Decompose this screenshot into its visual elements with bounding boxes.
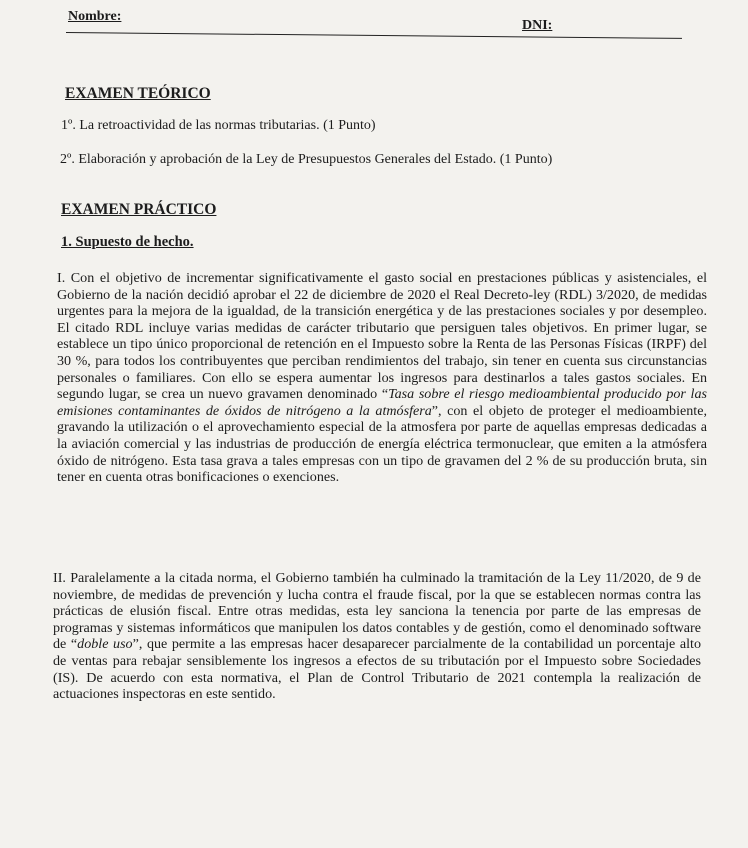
paragraph-2-text-b: ”, que permite a las empresas hacer desaparecer parcialmente de la contabilidad un porcentaje alto de ventas para rebajar sensiblemente los ingresos a efectos de su tributación por el Impuesto sobre Sociedades (IS). De acuerdo con esta normativa, el Plan de Control Tributario de 2021 contempla la realización de actuaciones inspectoras en este sentido. [53, 636, 701, 703]
paragraph-1-text-a: I. Con el objetivo de incrementar significativamente el gasto social en prestaciones públicas y asistenciales, el Gobierno de la nación decidió aprobar el 22 de diciembre de 2020 el Real Decreto-ley (RDL) 3/2020, de medidas urgentes para la mejora de la igualdad, de la transición energética y de las prestaciones sociales y por desempleo. El citado RDL incluye varias medidas de carácter tributario que persiguen tales objetivos. En primer lugar, se establece un tipo único proporcional de retención en el Impuesto sobre la Renta de las Personas Físicas (IRPF) del 30 %, para todos los contribuyentes que perciban rendimientos del trabajo, sin tener en cuenta sus circunstancias personales o familiares. Con ello se espera aumentar los ingresos para destinarlos a tales gastos sociales. En segundo lugar, se crea un nuevo gravamen denominado “ [57, 270, 707, 403]
paragraph-2-italic: doble uso [77, 636, 133, 653]
question-2: 2º. Elaboración y aprobación de la Ley de Presupuestos Generales del Estado. (1 Punto) [60, 152, 553, 167]
supuesto-heading: 1. Supuesto de hecho. [61, 234, 194, 250]
paragraph-1-italic: Tasa sobre el riesgo medioambiental producido por las emisiones contaminantes de óxidos de nitrógeno a la atmósfera [57, 386, 707, 419]
header-underline [66, 8, 682, 39]
question-1: 1º. La retroactividad de las normas tributarias. (1 Punto) [61, 118, 376, 133]
paragraph-2 [53, 570, 701, 703]
paragraph-1 [57, 270, 707, 486]
nombre-label: Nombre: [68, 9, 122, 24]
dni-label: DNI: [522, 18, 553, 33]
paragraph-2-text-a: II. Paralelamente a la citada norma, el Gobierno también ha culminado la tramitación de la Ley 11/2020, de 9 de noviembre, de medidas de prevención y lucha contra el fraude fiscal, por la que se establecen normas contra las prácticas de elusión fiscal. Entre otras medidas, esta ley sanciona la tenencia por parte de las empresas de programas y sistemas informáticos que manipulen los datos contables y de gestión, como el denominado software de “ [53, 570, 701, 653]
examen-teorico-heading: EXAMEN TEÓRICO [65, 85, 211, 102]
examen-practico-heading: EXAMEN PRÁCTICO [61, 201, 217, 218]
paragraph-1-text-b: ”, con el objeto de proteger el medioambiente, gravando la utilización o el aprovechamiento especial de la atmosfera por parte de aquellas empresas dedicadas a la aviación comercial y las industrias de producción de energía eléctrica termonuclear, que emiten a la atmósfera óxido de nitrógeno. Esta tasa grava a tales empresas con un tipo de gravamen del 2 % de su producción bruta, sin tener en cuenta otras bonificaciones o exenciones. [57, 402, 707, 486]
